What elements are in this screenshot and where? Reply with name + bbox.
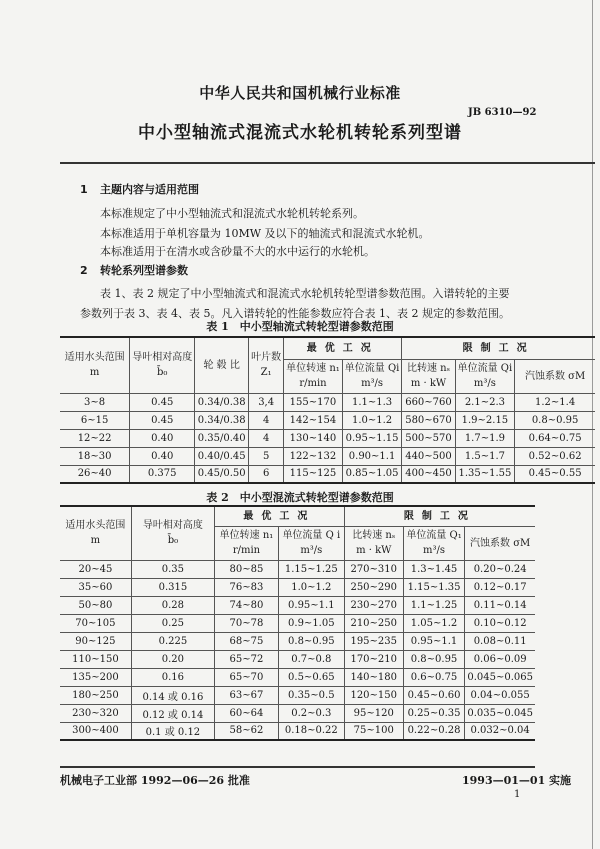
cell: 270~310 (344, 560, 403, 578)
cell: 0.34/0.38 (195, 411, 249, 429)
section-2-paragraph: 表 1、表 2 规定了中小型轴流式和混流式水轮机转轮型谱参数范围。入谱转轮的主要参数列于表 3、表 4、表 5。凡入谱转轮的性能参数应符合表 1、表 2 规定的参数范围。 (80, 287, 510, 320)
effective-date: 1993—01—01 实施 (462, 774, 572, 787)
t2-header-guide-height: 导叶相对高度 b̄₀ (131, 506, 214, 560)
section-1-paragraph-1: 本标准规定了中小型轴流式和混流式水轮机转轮系列。 (100, 207, 364, 220)
cell: 95~120 (344, 704, 403, 722)
title-rule (60, 162, 595, 164)
cell: 0.40 (130, 429, 195, 447)
cell: 500~570 (402, 429, 455, 447)
cell: 76~83 (215, 578, 279, 596)
cell: 0.20 (131, 650, 214, 668)
cell: 0.16 (131, 668, 214, 686)
page-number: 1 (514, 789, 521, 800)
cell: 0.28 (131, 596, 214, 614)
cell: 1.15~1.25 (278, 560, 344, 578)
cell: 0.375 (130, 465, 195, 483)
cell: 115~125 (284, 465, 343, 483)
cell: 0.45 (130, 393, 195, 411)
t2-header-limit-flow: 单位流量 Q₁ m³/s (403, 526, 465, 560)
cell: 4 (249, 429, 284, 447)
t2-header-limit-group: 限制工况 (344, 506, 535, 526)
table-2-caption: 表 2 中小型混流式转轮型谱参数范围 (206, 491, 394, 504)
cell: 140~180 (344, 668, 403, 686)
table-row (60, 704, 535, 722)
cell: 3,4 (249, 393, 284, 411)
cell: 120~150 (344, 686, 403, 704)
cell: 135~200 (60, 668, 131, 686)
approval-date: 机械电子工业部 1992—06—26 批准 (60, 774, 250, 787)
cell: 0.04~0.055 (465, 686, 535, 704)
cell: 1.7~1.9 (455, 429, 515, 447)
cell: 0.032~0.04 (465, 722, 535, 740)
t1-header-optimal-group: 最优工况 (284, 337, 402, 359)
table-row (60, 411, 595, 429)
cell: 63~67 (215, 686, 279, 704)
cell: 210~250 (344, 614, 403, 632)
t2-header-cavitation: 汽蚀系数 σM (465, 526, 535, 560)
cell: 580~670 (402, 411, 455, 429)
cell: 250~290 (344, 578, 403, 596)
cell: 0.8~0.95 (403, 650, 465, 668)
cell: 1.15~1.35 (403, 578, 465, 596)
cell: 0.40 (130, 447, 195, 465)
cell: 0.35 (131, 560, 214, 578)
cell: 0.52~0.62 (515, 447, 595, 465)
cell: 0.12~0.17 (465, 578, 535, 596)
section-2-title: 转轮系列型谱参数 (100, 264, 188, 277)
cell: 1.35~1.55 (455, 465, 515, 483)
table-row (60, 722, 535, 740)
cell: 230~270 (344, 596, 403, 614)
cell: 20~45 (60, 560, 131, 578)
cell: 0.06~0.09 (465, 650, 535, 668)
cell: 0.34/0.38 (195, 393, 249, 411)
table-row (60, 465, 595, 483)
section-1-number: 1 (80, 183, 88, 196)
t1-header-limit-group: 限制工况 (402, 337, 595, 359)
cell: 0.5~0.65 (278, 668, 344, 686)
table-row (60, 560, 535, 578)
table-row (60, 429, 595, 447)
cell: 50~80 (60, 596, 131, 614)
cell: 0.14 或 0.16 (131, 686, 214, 704)
org-title: 中华人民共和国机械行业标准 (199, 84, 401, 102)
t1-header-specific-speed: 比转速 nₛ m · kW (402, 359, 455, 393)
table-1-caption: 表 1 中小型轴流式转轮型谱参数范围 (206, 320, 394, 333)
cell: 660~760 (402, 393, 455, 411)
cell: 1.1~1.3 (342, 393, 402, 411)
cell: 0.6~0.75 (403, 668, 465, 686)
cell: 155~170 (284, 393, 343, 411)
standard-number: JB 6310—92 (468, 107, 537, 118)
cell: 130~140 (284, 429, 343, 447)
cell: 195~235 (344, 632, 403, 650)
table-row (60, 447, 595, 465)
table-row (60, 614, 535, 632)
cell: 0.20~0.24 (465, 560, 535, 578)
cell: 1.2~1.4 (515, 393, 595, 411)
section-2-heading (80, 262, 188, 278)
table-row (60, 686, 535, 704)
cell: 300~400 (60, 722, 131, 740)
cell: 0.12 或 0.14 (131, 704, 214, 722)
cell: 400~450 (402, 465, 455, 483)
cell: 0.85~1.05 (342, 465, 402, 483)
cell: 1.5~1.7 (455, 447, 515, 465)
cell: 26~40 (60, 465, 130, 483)
cell: 0.95~1.15 (342, 429, 402, 447)
cell: 0.45~0.60 (403, 686, 465, 704)
t1-header-head-range: 适用水头范围 m (60, 337, 130, 393)
cell: 2.1~2.3 (455, 393, 515, 411)
cell: 65~72 (215, 650, 279, 668)
cell: 0.08~0.11 (465, 632, 535, 650)
table-row (60, 668, 535, 686)
cell: 1.9~2.15 (455, 411, 515, 429)
cell: 0.45~0.55 (515, 465, 595, 483)
cell: 0.45 (130, 411, 195, 429)
cell: 18~30 (60, 447, 130, 465)
cell: 142~154 (284, 411, 343, 429)
t1-header-unit-speed: 单位转速 n₁ r/min (284, 359, 343, 393)
cell: 170~210 (344, 650, 403, 668)
t2-header-unit-speed: 单位转速 n₁ r/min (215, 526, 279, 560)
cell: 4 (249, 411, 284, 429)
cell: 0.2~0.3 (278, 704, 344, 722)
t2-header-specific-speed: 比转速 nₛ m · kW (344, 526, 403, 560)
cell: 1.05~1.2 (403, 614, 465, 632)
t1-header-cavitation: 汽蚀系数 σM (515, 359, 595, 393)
cell: 122~132 (284, 447, 343, 465)
cell: 0.95~1.1 (403, 632, 465, 650)
cell: 1.3~1.45 (403, 560, 465, 578)
cell: 0.45/0.50 (195, 465, 249, 483)
cell: 0.1 或 0.12 (131, 722, 214, 740)
section-1-title: 主题内容与适用范围 (100, 183, 199, 196)
cell: 0.11~0.14 (465, 596, 535, 614)
cell: 0.225 (131, 632, 214, 650)
cell: 0.8~0.95 (515, 411, 595, 429)
cell: 0.95~1.1 (278, 596, 344, 614)
t1-header-blade-count: 叶片数 Z₁ (249, 337, 284, 393)
cell: 0.8~0.95 (278, 632, 344, 650)
cell: 68~75 (215, 632, 279, 650)
section-1-paragraph-2: 本标准适用于单机容量为 10MW 及以下的轴流式和混流式水轮机。 (100, 227, 430, 240)
cell: 0.18~0.22 (278, 722, 344, 740)
cell: 1.0~1.2 (278, 578, 344, 596)
document-title: 中小型轴流式混流式水轮机转轮系列型谱 (138, 123, 462, 143)
cell: 0.35/0.40 (195, 429, 249, 447)
cell: 0.90~1.1 (342, 447, 402, 465)
t2-header-head-range: 适用水头范围 m (60, 506, 131, 560)
table-row (60, 393, 595, 411)
cell: 180~250 (60, 686, 131, 704)
cell: 0.64~0.75 (515, 429, 595, 447)
cell: 0.7~0.8 (278, 650, 344, 668)
cell: 440~500 (402, 447, 455, 465)
cell: 0.25 (131, 614, 214, 632)
t1-header-hub-ratio: 轮 毂 比 (195, 337, 249, 393)
cell: 6 (249, 465, 284, 483)
cell: 3~8 (60, 393, 130, 411)
cell: 60~64 (215, 704, 279, 722)
t2-header-unit-flow: 单位流量 Q i m³/s (278, 526, 344, 560)
cell: 1.0~1.2 (342, 411, 402, 429)
t2-header-optimal-group: 最优工况 (215, 506, 345, 526)
cell: 0.9~1.05 (278, 614, 344, 632)
footer-rule (60, 766, 535, 768)
cell: 230~320 (60, 704, 131, 722)
cell: 70~105 (60, 614, 131, 632)
cell: 12~22 (60, 429, 130, 447)
cell: 0.035~0.045 (465, 704, 535, 722)
cell: 0.40/0.45 (195, 447, 249, 465)
table-row (60, 632, 535, 650)
cell: 110~150 (60, 650, 131, 668)
cell: 1.1~1.25 (403, 596, 465, 614)
cell: 6~15 (60, 411, 130, 429)
cell: 35~60 (60, 578, 131, 596)
t1-header-limit-flow: 单位流量 Qi m³/s (455, 359, 515, 393)
table-1 (60, 336, 595, 484)
cell: 70~78 (215, 614, 279, 632)
cell: 80~85 (215, 560, 279, 578)
cell: 0.25~0.35 (403, 704, 465, 722)
cell: 65~70 (215, 668, 279, 686)
cell: 0.22~0.28 (403, 722, 465, 740)
table-row (60, 650, 535, 668)
table-row (60, 596, 535, 614)
cell: 90~125 (60, 632, 131, 650)
section-2-number: 2 (80, 264, 88, 277)
cell: 75~100 (344, 722, 403, 740)
cell: 5 (249, 447, 284, 465)
cell: 0.315 (131, 578, 214, 596)
t1-header-unit-flow: 单位流量 Qi m³/s (342, 359, 402, 393)
cell: 0.045~0.065 (465, 668, 535, 686)
cell: 0.35~0.5 (278, 686, 344, 704)
table-row (60, 578, 535, 596)
cell: 0.10~0.12 (465, 614, 535, 632)
cell: 74~80 (215, 596, 279, 614)
cell: 58~62 (215, 722, 279, 740)
section-1-heading (80, 181, 199, 197)
table-2 (60, 505, 535, 741)
t1-header-guide-height: 导叶相对高度 b̄₀ (130, 337, 195, 393)
section-1-paragraph-3: 本标准适用于在清水或含砂量不大的水中运行的水轮机。 (100, 245, 375, 258)
